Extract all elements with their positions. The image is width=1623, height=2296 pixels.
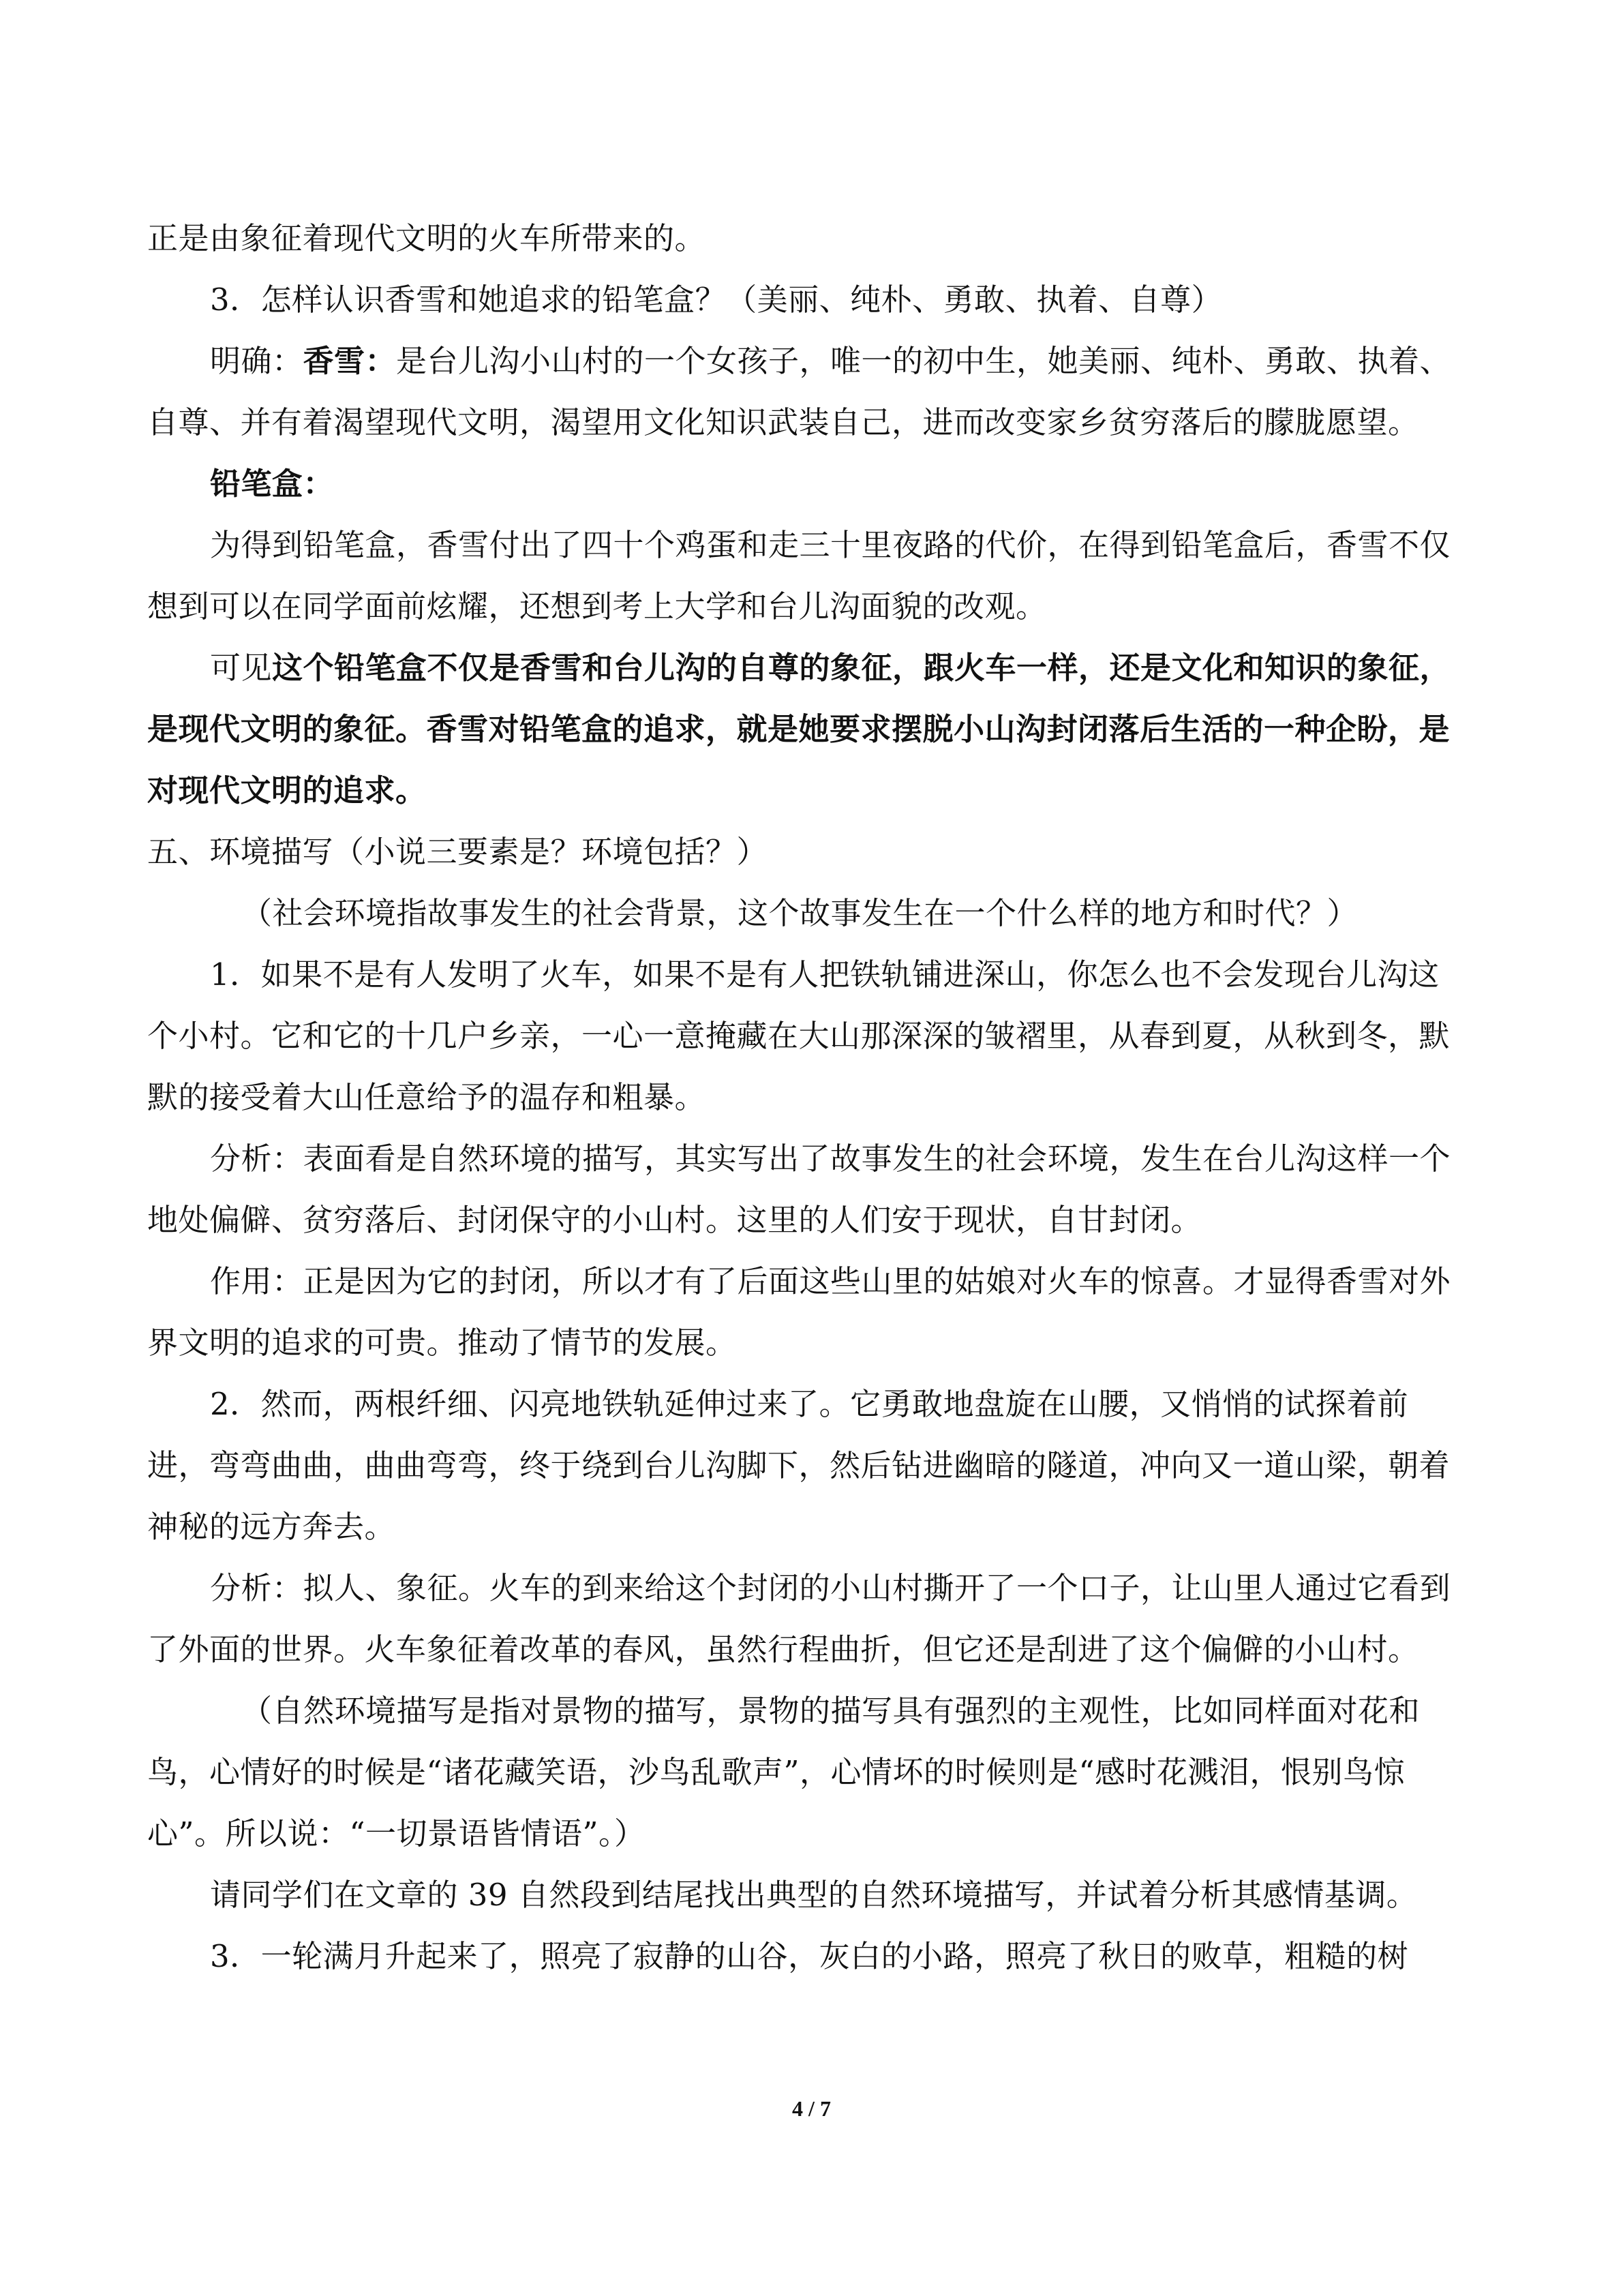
term-heading: 香雪：: [303, 343, 397, 379]
bold-conclusion: 这个铅笔盒不仅是香雪和台儿沟的自尊的象征，跟火车一样，还是文化和知识的象征，是现代文明的象征。香雪对铅笔盒的追求，就是她要求摆脱小山沟封闭落后生活的一种企盼，是对现代文明的追求。: [147, 650, 1451, 809]
paragraph: 分析：表面看是自然环境的描写，其实写出了故事发生的社会环境，发生在台儿沟这样一个地处偏僻、贫穷落后、封闭保守的小山村。这里的人们安于现状，自甘封闭。: [147, 1141, 1451, 1238]
paragraph: 分析：拟人、象征。火车的到来给这个封闭的小山村撕开了一个口子，让山里人通过它看到了外面的世界。火车象征着改革的春风，虽然行程曲折，但它还是刮进了这个偏僻的小山村。: [147, 1570, 1451, 1667]
paragraph: 1．如果不是有人发明了火车，如果不是有人把铁轨铺进深山，你怎么也不会发现台儿沟这个小村。它和它的十几户乡亲，一心一意掩藏在大山那深深的皱褶里，从春到夏，从秋到冬，默默的接受着大山任意给予的温存和粗暴。: [147, 956, 1451, 1115]
paragraph: 作用：正是因为它的封闭，所以才有了后面这些山里的姑娘对火车的惊喜。才显得香雪对外界文明的追求的可贵。推动了情节的发展。: [147, 1263, 1451, 1361]
section-heading: 五、环境描写（小说三要素是？环境包括？）: [147, 834, 768, 870]
paragraph-text: 可见: [210, 650, 273, 686]
question-heading: 3．怎样认识香雪和她追求的铅笔盒？（美丽、纯朴、勇敢、执着、自尊）: [210, 282, 1223, 318]
paragraph: [147, 331, 1456, 453]
paragraph: 请同学们在文章的 39 自然段到结尾找出典型的自然环境描写，并试着分析其感情基调。: [210, 1877, 1418, 1913]
term-heading: 铅笔盒：: [210, 466, 335, 502]
paragraph: 3．一轮满月升起来了，照亮了寂静的山谷，灰白的小路，照亮了秋日的败草，粗糙的树: [210, 1938, 1409, 1974]
paragraph: [147, 637, 1456, 821]
note: （社会环境指故事发生的社会背景，这个故事发生在一个什么样的地方和时代？）: [241, 895, 1359, 931]
paragraph-text: 是台儿沟小山村的一个女孩子，唯一的初中生，她美丽、纯朴、勇敢、执着、自尊、并有着渴望现代文明，渴望用文化知识武装自己，进而改变家乡贫穷落后的朦胧愿望。: [147, 343, 1451, 440]
note: （自然环境描写是指对景物的描写，景物的描写具有强烈的主观性，比如同样面对花和鸟，心情好的时候是“诸花藏笑语，沙鸟乱歌声”，心情坏的时候则是“感时花溅泪，恨别鸟惊心”。所以说：“一切景语皆情语”。）: [147, 1693, 1421, 1852]
paragraph: 正是由象征着现代文明的火车所带来的。: [147, 220, 706, 256]
document-body: [147, 208, 1456, 1987]
answer-label: 明确：: [210, 343, 303, 379]
paragraph: [147, 453, 1456, 515]
page-number: 4 / 7: [792, 2096, 831, 2121]
paragraph: 2．然而，两根纤细、闪亮地铁轨延伸过来了。它勇敢地盘旋在山腰，又悄悄的试探着前进，弯弯曲曲，曲曲弯弯，终于绕到台儿沟脚下，然后钻进幽暗的隧道，冲向又一道山梁，朝着神秘的远方奔去。: [147, 1386, 1451, 1545]
paragraph: 为得到铅笔盒，香雪付出了四十个鸡蛋和走三十里夜路的代价，在得到铅笔盒后，香雪不仅想到可以在同学面前炫耀，还想到考上大学和台儿沟面貌的改观。: [147, 527, 1451, 624]
